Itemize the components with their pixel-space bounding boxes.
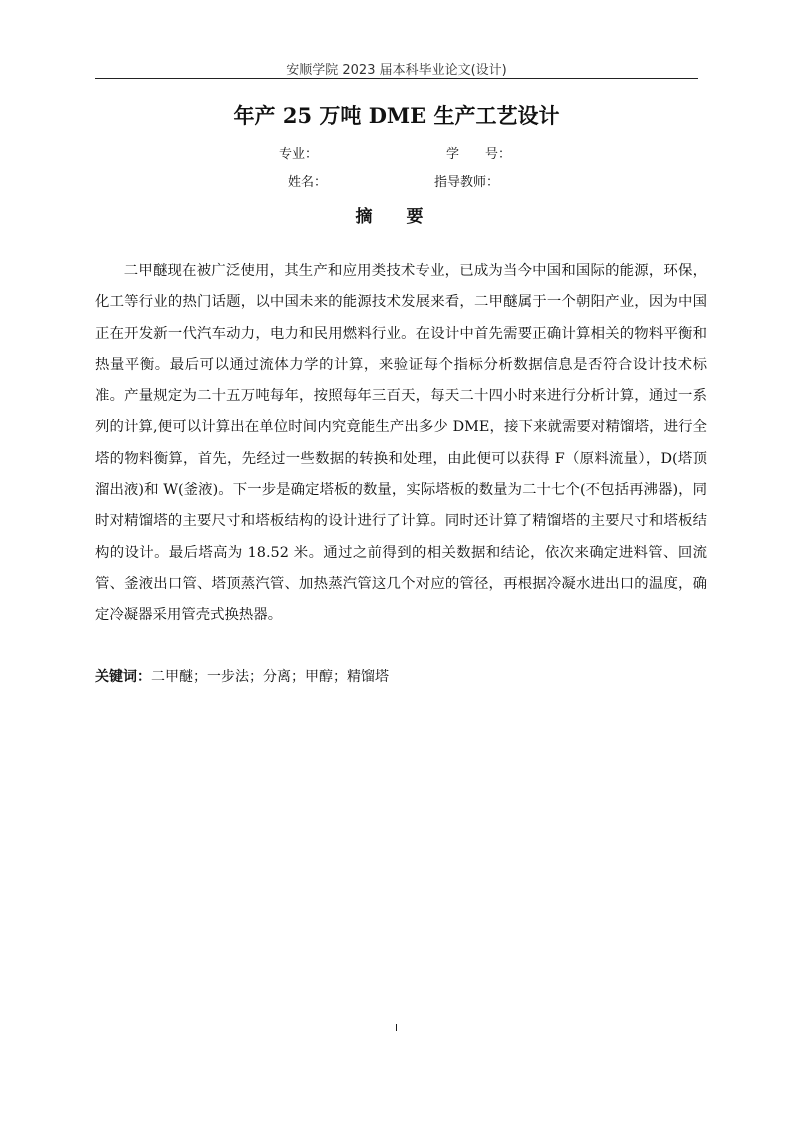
running-header: 安顺学院 2023 届本科毕业论文(设计) (286, 63, 507, 78)
header-divider (95, 78, 698, 79)
keywords-label: 关键词： (95, 669, 151, 685)
advisor-label: 指导教师： (434, 175, 500, 190)
abstract-body: 二甲醚现在被广泛使用，其生产和应用类技术专业，已成为当今中国和国际的能源，环保，化工等行业的热门话题，以中国未来的能源技术发展来看，二甲醚属于一个朝阳产业，因为中国正在开发新一代汽车动力，电力和民用燃料行业。在设计中首先需要正确计算相关的物料平衡和热量平衡。最后可以通过流体力学的计算，来验证每个指标分析数据信息是否符合设计技术标准。产量规定为二十五万吨每年，按照每年三百天，每天二十四小时来进行分析计算，通过一系列的计算,便可以计算出在单位时间内究竟能生产出多少 DME，接下来就需要对精馏塔，进行全塔的物料衡算，首先，先经过一些数据的转换和处理，由此便可以获得 F（原料流量），D(塔顶溜出液)和 W(釜液)。下一步是确定塔板的数量，实际塔板的数量为二十七个(不包括再沸器)，同时对精馏塔的主要尺寸和塔板结构的设计进行了计算。同时还计算了精馏塔的主要尺寸和塔板结构的设计。最后塔高为 18.52 米。通过之前得到的相关数据和结论，依次来确定进料管、回流管、釜液出口管、塔顶蒸汽管、加热蒸汽管这几个对应的管径，再根据冷凝水进出口的温度，确定冷凝器采用管壳式换热器。 (95, 263, 707, 624)
name-label: 姓名： (288, 175, 328, 190)
keywords-text: 二甲醚；一步法；分离；甲醇；精馏塔 (151, 669, 389, 685)
student-id-label: 学 号： (446, 147, 512, 162)
major-label: 专业： (279, 147, 319, 162)
page-number: I (395, 1023, 398, 1034)
keywords-line (95, 666, 389, 686)
document-title: 年产 25 万吨 DME 生产工艺设计 (233, 103, 560, 128)
abstract-heading: 摘 要 (355, 207, 438, 227)
